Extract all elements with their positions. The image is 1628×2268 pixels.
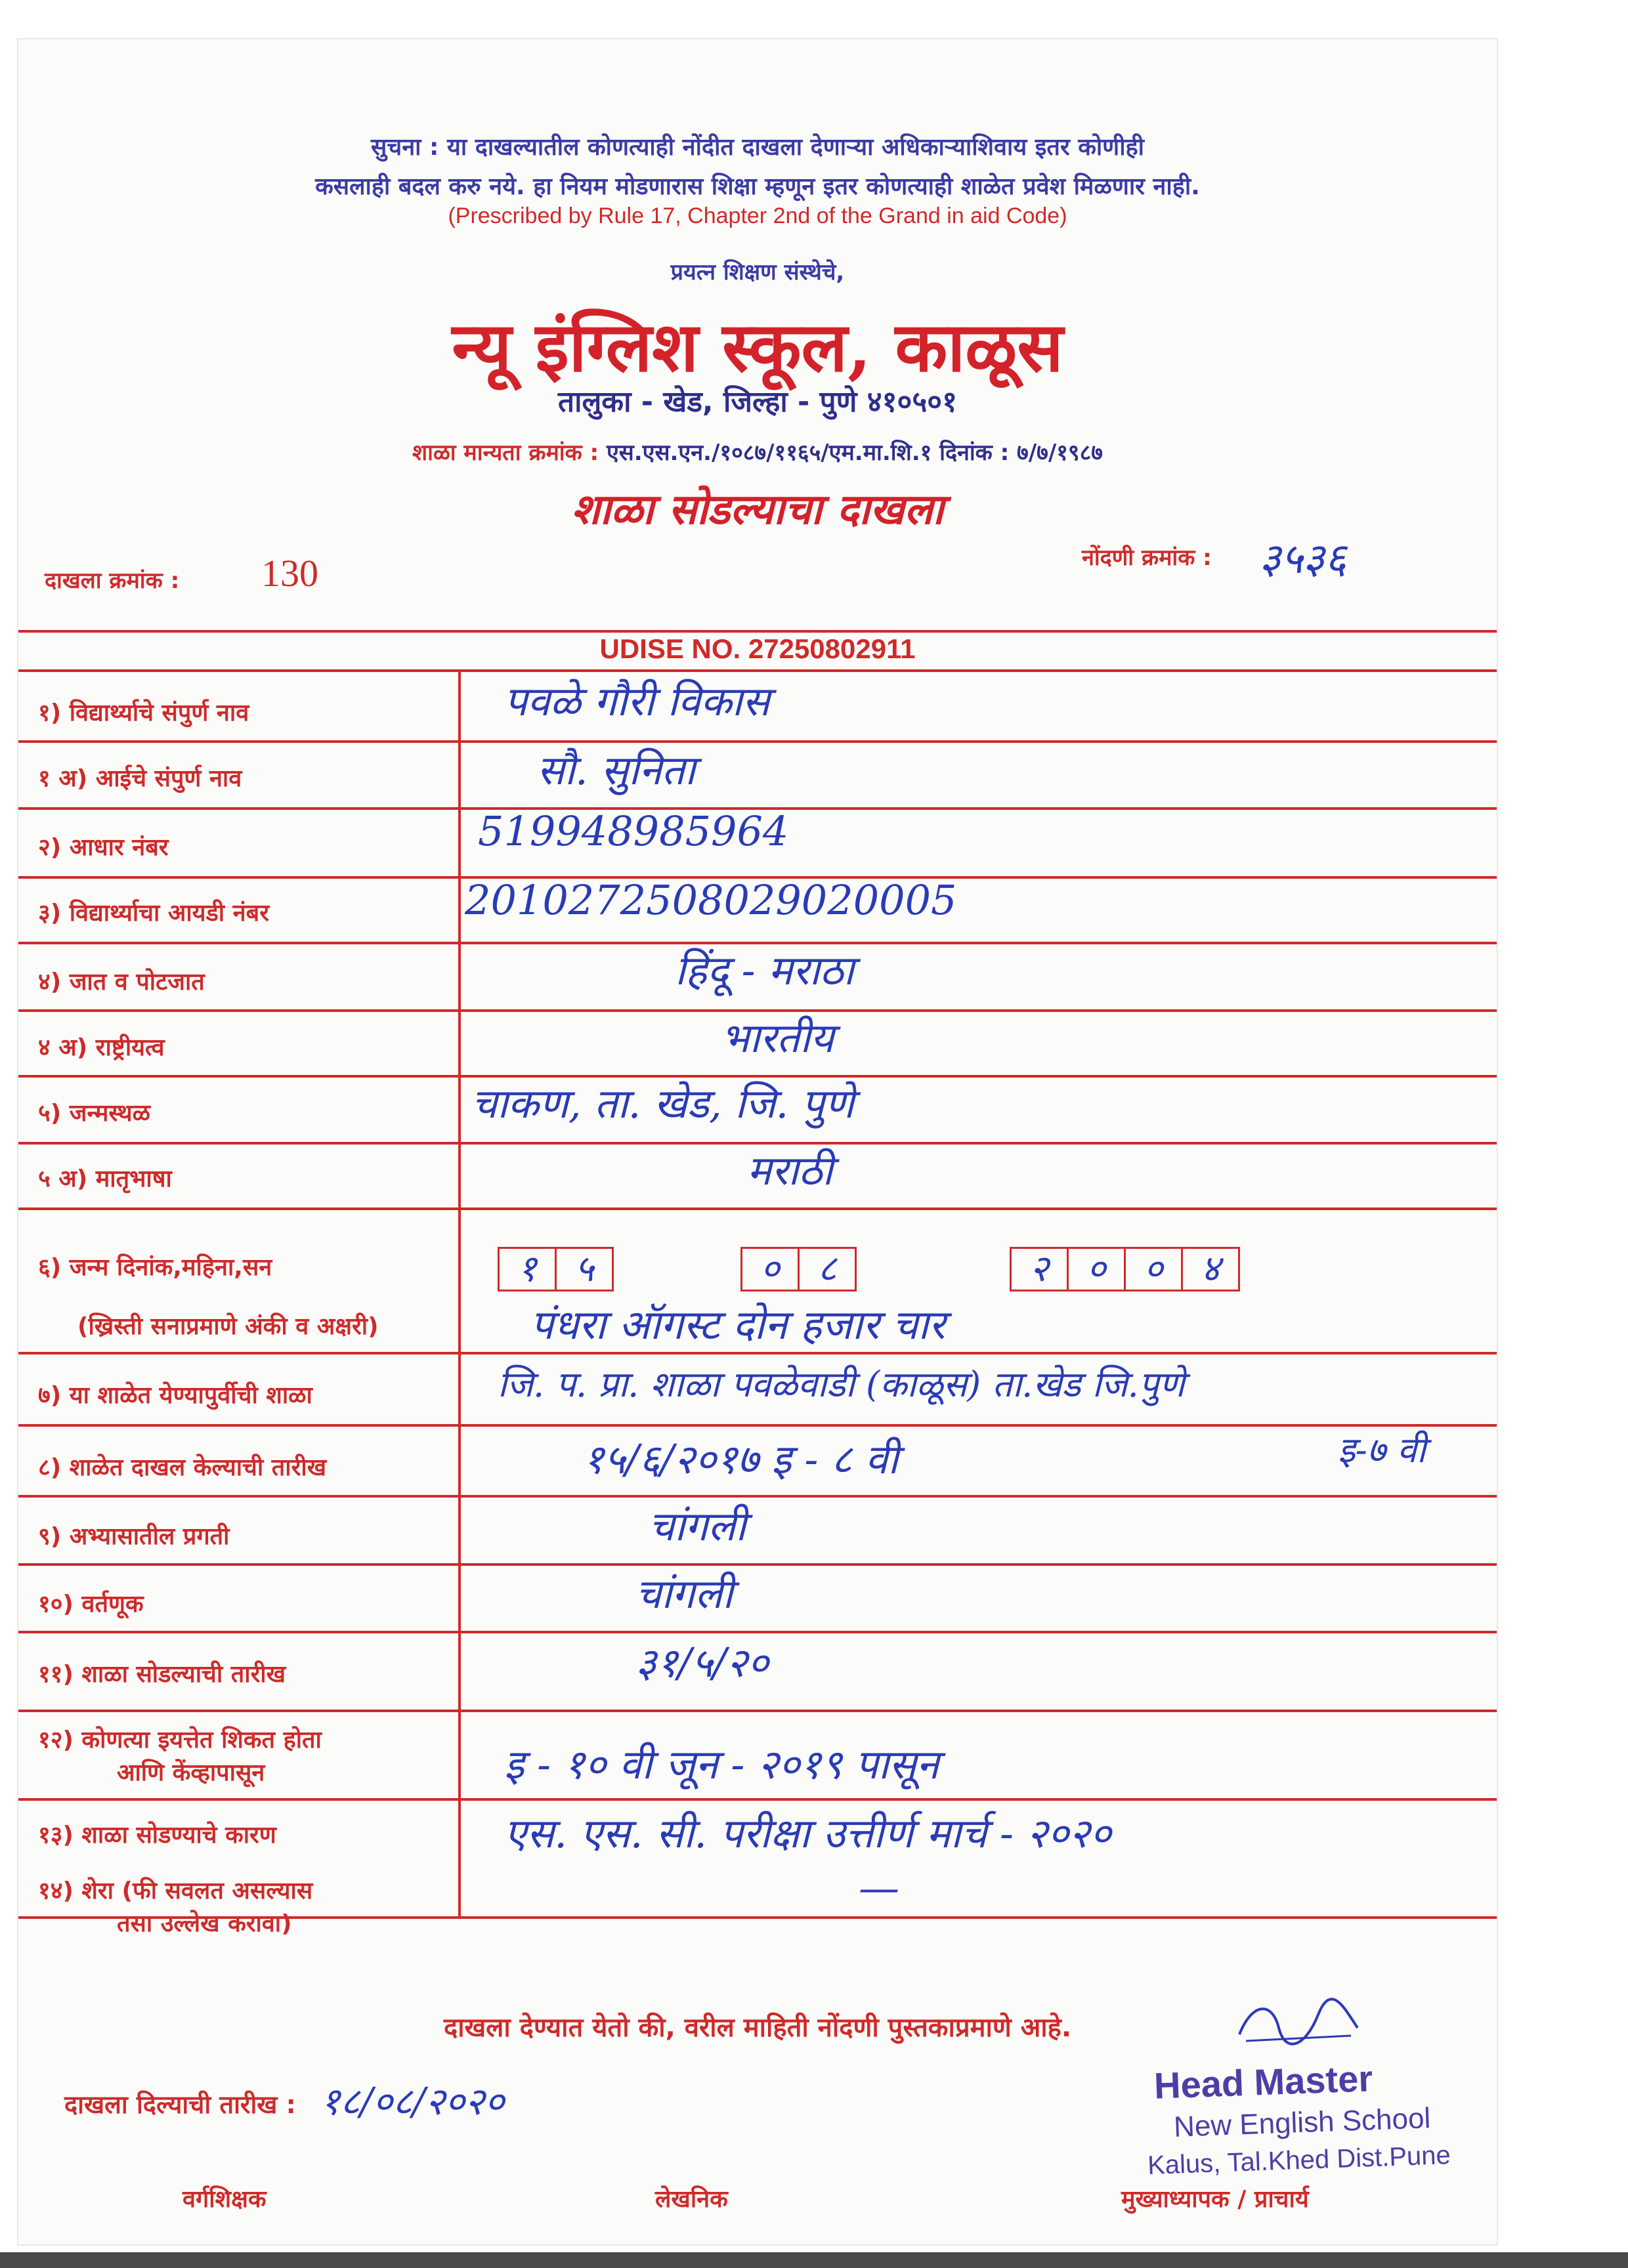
row-value-nationality: भारतीय (721, 1014, 834, 1062)
row-label-dob: ६) जन्म दिनांक,महिना,सन (38, 1254, 272, 1281)
row-value-mother-tongue: मराठी (747, 1146, 833, 1194)
divider (18, 1352, 1497, 1354)
row-label-student-name: १) विद्यार्थ्याचे संपुर्ण नाव (38, 700, 249, 726)
divider (18, 1424, 1497, 1427)
row-label-mother-name: १ अ) आईचे संपुर्ण नाव (38, 765, 242, 792)
issue-date-value: १८/०८/२०२० (320, 2079, 505, 2124)
row-value-aadhaar: 519948985964 (478, 807, 789, 855)
stamp-title: Head Master (1153, 2057, 1374, 2107)
dob-digit: ४ (1201, 1248, 1220, 1290)
dob-digit: ८ (817, 1248, 837, 1290)
divider (18, 630, 1497, 633)
dob-month-box (740, 1247, 857, 1292)
divider (18, 1798, 1497, 1801)
divider (18, 1208, 1497, 1210)
certificate-number-label: दाखला क्रमांक : (45, 568, 180, 594)
registration-number-label: नोंदणी क्रमांक : (1082, 545, 1212, 571)
row-label-student-id: ३) विद्यार्थ्याचा आयडी नंबर (38, 900, 269, 927)
divider (18, 669, 1497, 672)
divider (18, 740, 1497, 743)
row-label-nationality: ४ अ) राष्ट्रीयत्व (38, 1034, 165, 1061)
sign-headmaster: मुख्याध्यापक / प्राचार्य (1121, 2186, 1309, 2213)
row-label-caste: ४) जात व पोटजात (38, 969, 205, 996)
column-divider (458, 669, 461, 1916)
row-label-previous-school: ७) या शाळेत येण्यापुर्वीची शाळा (38, 1382, 312, 1409)
row-value-leaving-date: ३१/५/२० (635, 1639, 769, 1687)
row-label-birthplace: ५) जन्मस्थळ (38, 1100, 151, 1127)
row-value-conduct: चांगली (635, 1570, 733, 1618)
dob-digit: ५ (574, 1248, 594, 1290)
row-label-remarks: १४) शेरा (फी सवलत असल्यास (38, 1878, 313, 1904)
row-label-standard: १२) कोणत्या इयत्तेत शिकत होता (38, 1727, 322, 1754)
row-value-remarks: — (859, 1864, 899, 1912)
sign-clerk: लेखनिक (655, 2186, 728, 2213)
row-label-conduct: १०) वर्तणूक (38, 1591, 144, 1618)
registration-number-value: ३५३६ (1259, 535, 1347, 583)
row-value-admission-date: १५/६/२०१७ इ - ८ वी (583, 1435, 899, 1483)
row-label-remarks-note: तसा उल्लेख करावा) (117, 1910, 292, 1937)
recognition-label: शाळा मान्यता क्रमांक : (412, 440, 599, 466)
udise-number: UDISE NO. 27250802911 (599, 633, 916, 664)
school-address: तालुका - खेड, जिल्हा - पुणे ४१०५०१ (557, 385, 958, 419)
certificate-sheet (18, 39, 1497, 2244)
dob-digit: ० (742, 1249, 800, 1290)
recognition-number (18, 436, 1497, 467)
declaration: दाखला देण्यात येतो की, वरील माहिती नोंदणी पुस्तकाप्रमाणे आहे. (443, 2013, 1072, 2043)
stamp-school: New English School (1173, 2102, 1432, 2143)
dob-digit: ० (1126, 1249, 1183, 1290)
row-value-progress: चांगली (649, 1502, 746, 1550)
row-value-previous-school: जि. प. प्रा. शाळा पवळेवाडी (काळूस) ता.खेड जि.पुणे (498, 1364, 1185, 1405)
dob-digit: २ (1012, 1249, 1069, 1290)
row-value-dob-words: पंधरा ऑगस्ट दोन हजार चार (530, 1301, 945, 1349)
row-value-previous-school-class: इ-७ वी (1338, 1429, 1426, 1471)
school-name: न्यू इंग्लिश स्कूल, काळूस (452, 306, 1063, 387)
sign-class-teacher: वर्गशिक्षक (182, 2186, 267, 2213)
dob-day-box (498, 1247, 614, 1292)
row-label-aadhaar: २) आधार नंबर (38, 834, 169, 861)
headmaster-signature (1233, 1995, 1364, 2054)
row-label-admission-date: ८) शाळेत दाखल केल्याची तारीख (38, 1454, 327, 1481)
divider (18, 1495, 1497, 1498)
row-value-student-name: पवळे गौरी विकास (504, 677, 770, 725)
divider (18, 1631, 1497, 1633)
divider (18, 1563, 1497, 1566)
issue-date-label: दाखला दिल्याची तारीख : (64, 2090, 296, 2119)
row-value-birthplace: चाकण, ता. खेड, जि. पुणे (471, 1080, 854, 1127)
row-value-student-id: 2010272508029020005 (465, 876, 957, 924)
dob-digit: १ (500, 1249, 557, 1290)
dob-year-box (1010, 1247, 1240, 1292)
recognition-value: एस.एस.एन./१०८७/११६५/एम.मा.शि.१ दिनांक : ७/७/१९८७ (606, 440, 1103, 466)
dob-digit: ० (1069, 1249, 1126, 1290)
certificate-number-value: 130 (261, 552, 318, 595)
row-label-dob-note: (ख्रिस्ती सनाप्रमाणे अंकी व अक्षरी) (77, 1313, 379, 1340)
row-value-caste: हिंदू - मराठा (675, 946, 854, 994)
row-label-leaving-date: ११) शाळा सोडल्याची तारीख (38, 1661, 286, 1688)
divider (18, 1710, 1497, 1712)
stamp-place: Kalus, Tal.Khed Dist.Pune (1147, 2140, 1451, 2181)
notice-line-1: सुचना : या दाखल्यातील कोणत्याही नोंदीत दाखला देणाऱ्या अधिकाऱ्याशिवाय इतर कोणीही (371, 134, 1144, 161)
row-label-mother-tongue: ५ अ) मातृभाषा (38, 1166, 172, 1192)
scan-edge (0, 2252, 1628, 2268)
row-label-leaving-reason: १३) शाळा सोडण्याचे कारण (38, 1822, 276, 1849)
row-label-standard-since: आणि केंव्हापासून (117, 1759, 265, 1786)
certificate-title: शाळा सोडल्याचा दाखला (571, 485, 944, 534)
row-value-leaving-reason: एस. एस. सी. परीक्षा उत्तीर्ण मार्च - २०२० (504, 1809, 1111, 1857)
row-value-mother-name: सौ. सुनिता (537, 746, 696, 794)
row-label-progress: ९) अभ्यासातील प्रगती (38, 1523, 230, 1550)
trust-name: प्रयत्न शिक्षण संस्थेचे, (670, 259, 845, 285)
rule-reference: (Prescribed by Rule 17, Chapter 2nd of the Grand in aid Code) (448, 203, 1067, 228)
notice-line-2: कसलाही बदल करु नये. हा नियम मोडणारास शिक्षा म्हणून इतर कोणत्याही शाळेत प्रवेश मिळणार नाही. (315, 173, 1200, 200)
row-value-standard: इ - १० वी जून - २०१९ पासून (504, 1740, 939, 1788)
